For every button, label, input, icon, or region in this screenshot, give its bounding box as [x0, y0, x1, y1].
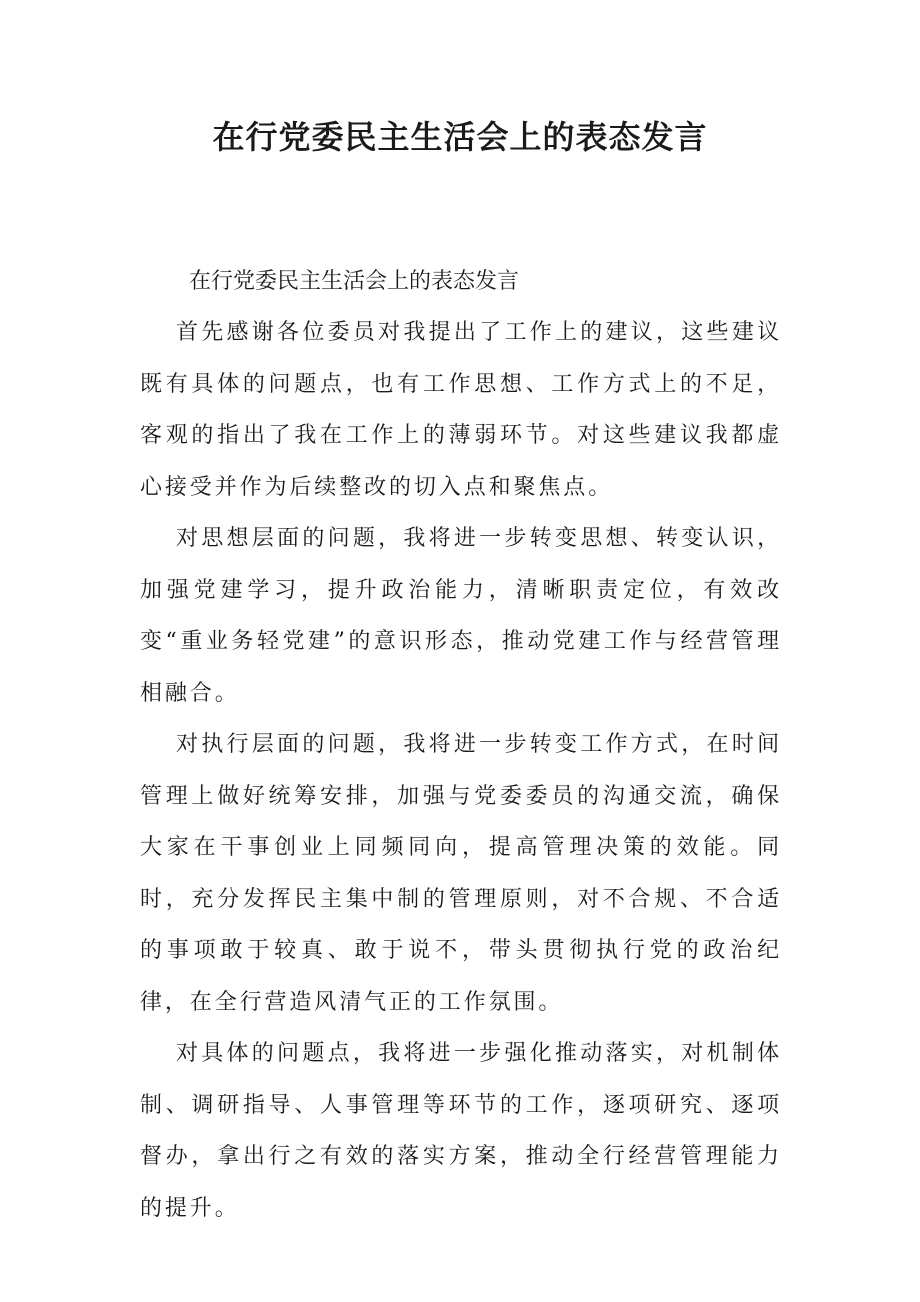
paragraph-thinking: 对思想层面的问题，我将进一步转变思想、转变认识，加强党建学习，提升政治能力，清晰职责定位，有效改变“重业务轻党建”的意识形态，推动党建工作与经营管理相融合。	[140, 526, 782, 706]
document-subtitle: 在行党委民主生活会上的表态发言	[189, 269, 520, 294]
paragraph-execution: 对执行层面的问题，我将进一步转变工作方式，在时间管理上做好统筹安排，加强与党委委员的沟通交流，确保大家在干事创业上同频同向，提高管理决策的效能。同时，充分发挥民主集中制的管理原则，对不合规、不合适的事项敢于较真、敢于说不，带头贯彻执行党的政治纪律，在全行营造风清气正的工作氛围。	[140, 732, 782, 1015]
paragraph-specific-issues: 对具体的问题点，我将进一步强化推动落实，对机制体制、调研指导、人事管理等环节的工作，逐项研究、逐项督办，拿出行之有效的落实方案，推动全行经营管理能力的提升。	[140, 1041, 782, 1221]
document-body	[140, 257, 782, 1234]
paragraph-intro: 首先感谢各位委员对我提出了工作上的建议，这些建议既有具体的问题点，也有工作思想、工作方式上的不足，客观的指出了我在工作上的薄弱环节。对这些建议我都虚心接受并作为后续整改的切入点和聚焦点。	[140, 320, 782, 500]
document-title: 在行党委民主生活会上的表态发言	[212, 118, 708, 156]
